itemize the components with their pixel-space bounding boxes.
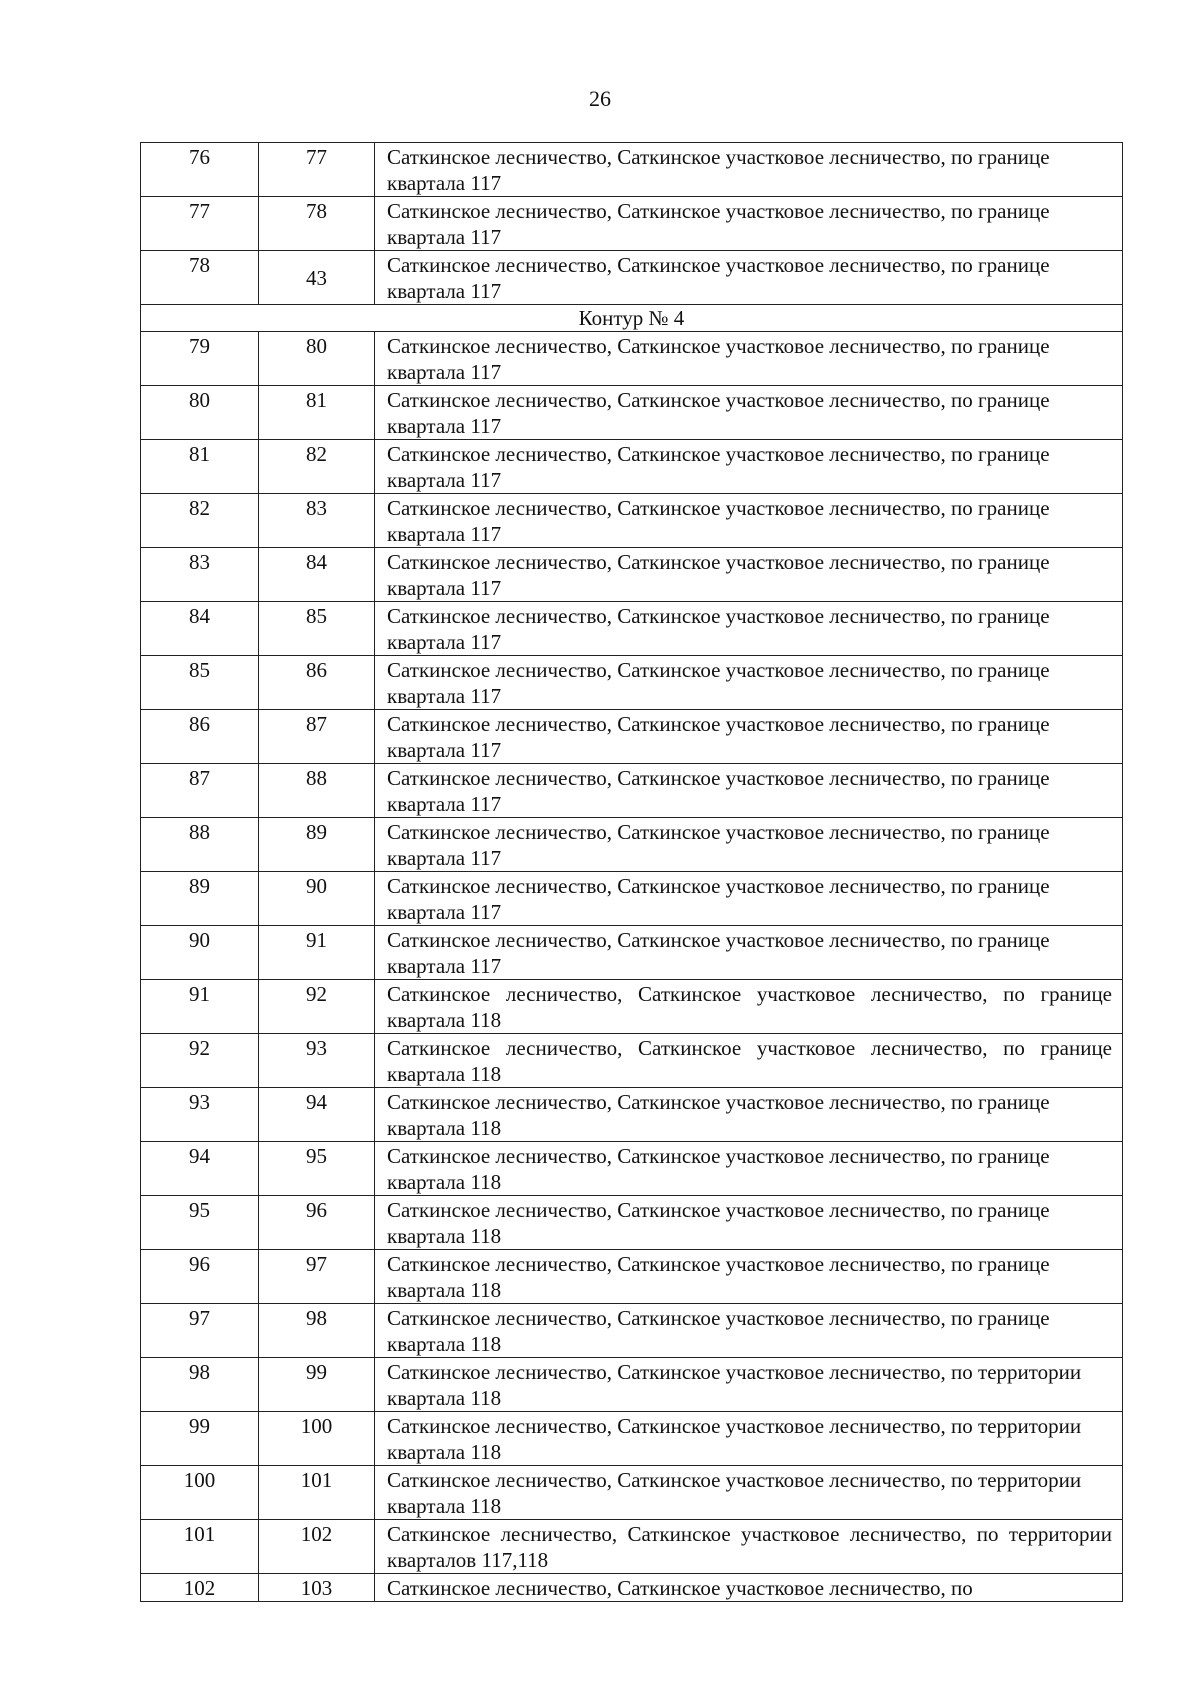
from-point: 78 <box>189 253 210 277</box>
table-row <box>141 1250 1123 1304</box>
contour-heading-row <box>141 305 1123 332</box>
to-point-cell <box>259 926 375 980</box>
to-point: 82 <box>306 442 327 466</box>
to-point-cell <box>259 440 375 494</box>
boundary-description: Саткинское лесничество, Саткинское участковое лесничество, по границе квартала 117 <box>387 496 1050 546</box>
to-point-cell <box>259 1358 375 1412</box>
description-cell <box>375 197 1123 251</box>
from-point: 98 <box>189 1360 210 1384</box>
table-row <box>141 656 1123 710</box>
from-point: 101 <box>183 1522 216 1546</box>
table-row <box>141 1196 1123 1250</box>
boundary-description: Саткинское лесничество, Саткинское участковое лесничество, по границе квартала 117 <box>387 388 1050 438</box>
boundary-description: Саткинское лесничество, Саткинское участковое лесничество, по границе квартала 118 <box>387 1306 1050 1356</box>
table-row <box>141 197 1123 251</box>
contour-heading: Контур № 4 <box>141 305 1123 332</box>
to-point: 99 <box>306 1360 327 1384</box>
from-point: 95 <box>189 1198 210 1222</box>
table-row <box>141 1574 1123 1602</box>
table-row <box>141 548 1123 602</box>
from-point: 97 <box>189 1306 210 1330</box>
to-point: 43 <box>306 266 327 290</box>
boundary-description: Саткинское лесничество, Саткинское участковое лесничество, по границе квартала 118 <box>387 1252 1050 1302</box>
description-cell <box>375 1574 1123 1602</box>
boundary-description: Саткинское лесничество, Саткинское участковое лесничество, по <box>387 1576 973 1600</box>
description-cell <box>375 1412 1123 1466</box>
from-point: 79 <box>189 334 210 358</box>
from-point: 87 <box>189 766 210 790</box>
boundary-description: Саткинское лесничество, Саткинское участковое лесничество, по границе квартала 117 <box>387 712 1050 762</box>
table-row <box>141 710 1123 764</box>
boundary-description: Саткинское лесничество, Саткинское участковое лесничество, по границе квартала 118 <box>387 1090 1050 1140</box>
boundary-description: Саткинское лесничество, Саткинское участковое лесничество, по границе квартала 118 <box>387 982 1112 1032</box>
table-row <box>141 251 1123 305</box>
table-row <box>141 1358 1123 1412</box>
to-point-cell <box>259 386 375 440</box>
from-point-cell <box>141 1034 259 1088</box>
from-point: 81 <box>189 442 210 466</box>
description-cell <box>375 980 1123 1034</box>
boundary-description: Саткинское лесничество, Саткинское участковое лесничество, по территории квартала 118 <box>387 1468 1082 1518</box>
to-point-cell <box>259 332 375 386</box>
from-point-cell <box>141 926 259 980</box>
to-point: 98 <box>306 1306 327 1330</box>
description-cell <box>375 1520 1123 1574</box>
table-row <box>141 980 1123 1034</box>
to-point: 95 <box>306 1144 327 1168</box>
boundary-description: Саткинское лесничество, Саткинское участковое лесничество, по территории квартала 118 <box>387 1414 1082 1464</box>
table-row <box>141 764 1123 818</box>
to-point-cell <box>259 1196 375 1250</box>
boundary-description: Саткинское лесничество, Саткинское участковое лесничество, по границе квартала 117 <box>387 820 1050 870</box>
table-row <box>141 1142 1123 1196</box>
boundary-description: Саткинское лесничество, Саткинское участковое лесничество, по границе квартала 117 <box>387 145 1050 195</box>
from-point-cell <box>141 1574 259 1602</box>
description-cell <box>375 818 1123 872</box>
table-row <box>141 1034 1123 1088</box>
boundary-description: Саткинское лесничество, Саткинское участковое лесничество, по границе квартала 117 <box>387 550 1050 600</box>
from-point: 93 <box>189 1090 210 1114</box>
description-cell <box>375 1304 1123 1358</box>
from-point: 100 <box>183 1468 216 1492</box>
from-point-cell <box>141 143 259 197</box>
from-point-cell <box>141 1196 259 1250</box>
to-point-cell <box>259 602 375 656</box>
from-point-cell <box>141 332 259 386</box>
description-cell <box>375 1466 1123 1520</box>
from-point-cell <box>141 1250 259 1304</box>
description-cell <box>375 1196 1123 1250</box>
to-point: 85 <box>306 604 327 628</box>
from-point-cell <box>141 602 259 656</box>
to-point: 87 <box>306 712 327 736</box>
to-point: 91 <box>306 928 327 952</box>
from-point: 85 <box>189 658 210 682</box>
from-point-cell <box>141 1412 259 1466</box>
from-point: 89 <box>189 874 210 898</box>
from-point: 92 <box>189 1036 210 1060</box>
boundary-description: Саткинское лесничество, Саткинское участковое лесничество, по границе квартала 117 <box>387 604 1050 654</box>
description-cell <box>375 251 1123 305</box>
from-point: 80 <box>189 388 210 412</box>
to-point-cell <box>259 251 375 305</box>
to-point-cell <box>259 764 375 818</box>
table-row <box>141 818 1123 872</box>
to-point: 84 <box>306 550 327 574</box>
from-point: 84 <box>189 604 210 628</box>
table-row <box>141 1412 1123 1466</box>
to-point: 89 <box>306 820 327 844</box>
to-point: 92 <box>306 982 327 1006</box>
description-cell <box>375 872 1123 926</box>
description-cell <box>375 1250 1123 1304</box>
to-point-cell <box>259 143 375 197</box>
description-cell <box>375 602 1123 656</box>
boundary-description: Саткинское лесничество, Саткинское участковое лесничество, по территории квартала 118 <box>387 1360 1082 1410</box>
to-point-cell <box>259 1574 375 1602</box>
description-cell <box>375 143 1123 197</box>
to-point: 100 <box>300 1414 333 1438</box>
from-point-cell <box>141 197 259 251</box>
from-point-cell <box>141 1358 259 1412</box>
table-row <box>141 1088 1123 1142</box>
from-point: 94 <box>189 1144 210 1168</box>
from-point-cell <box>141 386 259 440</box>
from-point-cell <box>141 1520 259 1574</box>
boundary-description: Саткинское лесничество, Саткинское участковое лесничество, по границе квартала 118 <box>387 1036 1112 1086</box>
from-point: 96 <box>189 1252 210 1276</box>
boundary-description: Саткинское лесничество, Саткинское участковое лесничество, по границе квартала 117 <box>387 928 1050 978</box>
table-row <box>141 143 1123 197</box>
table-row <box>141 1520 1123 1574</box>
table-row <box>141 332 1123 386</box>
to-point: 96 <box>306 1198 327 1222</box>
to-point: 90 <box>306 874 327 898</box>
from-point-cell <box>141 872 259 926</box>
to-point: 78 <box>306 199 327 223</box>
to-point-cell <box>259 872 375 926</box>
table-row <box>141 386 1123 440</box>
table-row <box>141 1304 1123 1358</box>
from-point: 91 <box>189 982 210 1006</box>
boundary-description: Саткинское лесничество, Саткинское участковое лесничество, по территории кварталов 117,118 <box>387 1522 1112 1572</box>
table-row <box>141 494 1123 548</box>
from-point-cell <box>141 710 259 764</box>
page-number: 26 <box>589 86 611 111</box>
description-cell <box>375 386 1123 440</box>
table-row <box>141 440 1123 494</box>
description-cell <box>375 494 1123 548</box>
to-point-cell <box>259 1412 375 1466</box>
from-point-cell <box>141 1304 259 1358</box>
description-cell <box>375 656 1123 710</box>
description-cell <box>375 926 1123 980</box>
to-point: 86 <box>306 658 327 682</box>
from-point-cell <box>141 494 259 548</box>
to-point-cell <box>259 197 375 251</box>
to-point-cell <box>259 1142 375 1196</box>
from-point-cell <box>141 1466 259 1520</box>
to-point: 81 <box>306 388 327 412</box>
to-point-cell <box>259 710 375 764</box>
table-row <box>141 602 1123 656</box>
boundary-description: Саткинское лесничество, Саткинское участковое лесничество, по границе квартала 117 <box>387 874 1050 924</box>
boundary-description: Саткинское лесничество, Саткинское участковое лесничество, по границе квартала 117 <box>387 253 1050 303</box>
description-cell <box>375 332 1123 386</box>
to-point-cell <box>259 548 375 602</box>
description-cell <box>375 440 1123 494</box>
to-point: 83 <box>306 496 327 520</box>
to-point: 93 <box>306 1036 327 1060</box>
to-point: 103 <box>300 1576 333 1600</box>
boundary-description: Саткинское лесничество, Саткинское участковое лесничество, по границе квартала 117 <box>387 442 1050 492</box>
from-point-cell <box>141 1088 259 1142</box>
table-row <box>141 1466 1123 1520</box>
from-point: 90 <box>189 928 210 952</box>
boundary-description: Саткинское лесничество, Саткинское участковое лесничество, по границе квартала 117 <box>387 199 1050 249</box>
from-point-cell <box>141 1142 259 1196</box>
boundary-table <box>140 142 1123 1602</box>
description-cell <box>375 1034 1123 1088</box>
to-point: 97 <box>306 1252 327 1276</box>
to-point-cell <box>259 1304 375 1358</box>
description-cell <box>375 1358 1123 1412</box>
description-cell <box>375 710 1123 764</box>
to-point: 94 <box>306 1090 327 1114</box>
table-row <box>141 926 1123 980</box>
to-point-cell <box>259 1250 375 1304</box>
from-point: 88 <box>189 820 210 844</box>
boundary-description: Саткинское лесничество, Саткинское участковое лесничество, по границе квартала 118 <box>387 1198 1050 1248</box>
from-point-cell <box>141 656 259 710</box>
to-point: 80 <box>306 334 327 358</box>
from-point-cell <box>141 440 259 494</box>
boundary-description: Саткинское лесничество, Саткинское участковое лесничество, по границе квартала 118 <box>387 1144 1050 1194</box>
from-point: 83 <box>189 550 210 574</box>
from-point: 102 <box>183 1576 216 1600</box>
from-point: 77 <box>189 199 210 223</box>
to-point: 101 <box>300 1468 333 1492</box>
description-cell <box>375 1088 1123 1142</box>
from-point: 99 <box>189 1414 210 1438</box>
to-point: 77 <box>306 145 327 169</box>
from-point-cell <box>141 251 259 305</box>
table-row <box>141 872 1123 926</box>
to-point-cell <box>259 1466 375 1520</box>
to-point-cell <box>259 980 375 1034</box>
to-point-cell <box>259 656 375 710</box>
from-point-cell <box>141 818 259 872</box>
boundary-description: Саткинское лесничество, Саткинское участковое лесничество, по границе квартала 117 <box>387 334 1050 384</box>
from-point: 76 <box>189 145 210 169</box>
to-point-cell <box>259 494 375 548</box>
from-point: 82 <box>189 496 210 520</box>
to-point-cell <box>259 1034 375 1088</box>
to-point-cell <box>259 1520 375 1574</box>
to-point: 88 <box>306 766 327 790</box>
description-cell <box>375 764 1123 818</box>
to-point-cell <box>259 1088 375 1142</box>
boundary-description: Саткинское лесничество, Саткинское участковое лесничество, по границе квартала 117 <box>387 766 1050 816</box>
from-point-cell <box>141 548 259 602</box>
from-point: 86 <box>189 712 210 736</box>
from-point-cell <box>141 764 259 818</box>
description-cell <box>375 1142 1123 1196</box>
from-point-cell <box>141 980 259 1034</box>
description-cell <box>375 548 1123 602</box>
to-point: 102 <box>300 1522 333 1546</box>
boundary-description: Саткинское лесничество, Саткинское участковое лесничество, по границе квартала 117 <box>387 658 1050 708</box>
to-point-cell <box>259 818 375 872</box>
